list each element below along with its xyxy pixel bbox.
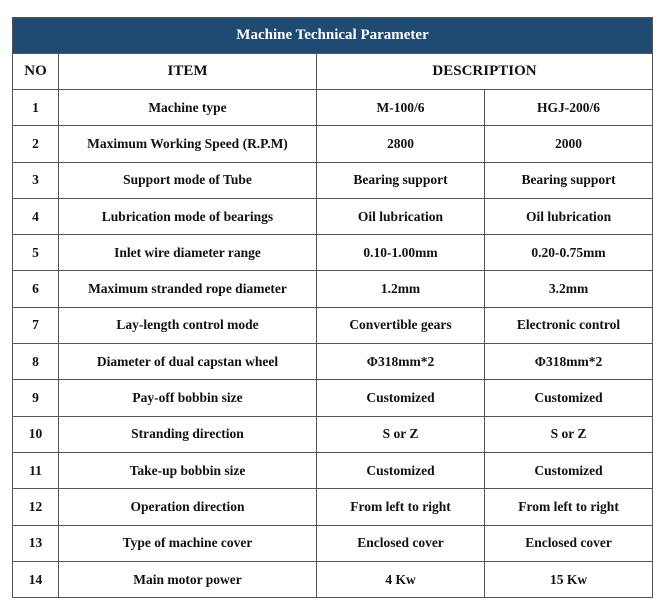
header-no: NO [13, 54, 59, 90]
row-m100-value-cell: Oil lubrication [317, 198, 485, 234]
row-item-cell: Pay-off bobbin size [59, 380, 317, 416]
row-m100-value-cell: Customized [317, 452, 485, 488]
row-number-cell: 14 [13, 561, 59, 597]
row-m100-value-cell: M-100/6 [317, 90, 485, 126]
row-item-cell: Lay-length control mode [59, 307, 317, 343]
row-item-cell: Take-up bobbin size [59, 452, 317, 488]
row-m100-value-cell: 2800 [317, 126, 485, 162]
row-number-cell: 10 [13, 416, 59, 452]
row-item-cell: Operation direction [59, 489, 317, 525]
row-m100-value-cell: Convertible gears [317, 307, 485, 343]
table-row [13, 126, 653, 162]
row-m100-value-cell: 0.10-1.00mm [317, 235, 485, 271]
row-number-cell: 12 [13, 489, 59, 525]
row-hgj200-value-cell: 0.20-0.75mm [485, 235, 653, 271]
row-hgj200-value-cell: Customized [485, 380, 653, 416]
table-row [13, 561, 653, 597]
row-number-cell: 3 [13, 162, 59, 198]
row-item-cell: Main motor power [59, 561, 317, 597]
row-number-cell: 7 [13, 307, 59, 343]
parameter-table-container [12, 17, 652, 598]
row-hgj200-value-cell: Bearing support [485, 162, 653, 198]
row-number-cell: 5 [13, 235, 59, 271]
row-hgj200-value-cell: S or Z [485, 416, 653, 452]
table-row [13, 525, 653, 561]
row-number-cell: 2 [13, 126, 59, 162]
row-item-cell: Inlet wire diameter range [59, 235, 317, 271]
table-row [13, 380, 653, 416]
row-m100-value-cell: Enclosed cover [317, 525, 485, 561]
table-row [13, 489, 653, 525]
row-hgj200-value-cell: Φ318mm*2 [485, 344, 653, 380]
row-number-cell: 8 [13, 344, 59, 380]
table-row [13, 452, 653, 488]
row-number-cell: 6 [13, 271, 59, 307]
row-hgj200-value-cell: Customized [485, 452, 653, 488]
table-row [13, 344, 653, 380]
row-number-cell: 9 [13, 380, 59, 416]
table-body [13, 90, 653, 598]
row-hgj200-value-cell: 3.2mm [485, 271, 653, 307]
row-hgj200-value-cell: Electronic control [485, 307, 653, 343]
row-hgj200-value-cell: HGJ-200/6 [485, 90, 653, 126]
row-m100-value-cell: Φ318mm*2 [317, 344, 485, 380]
row-m100-value-cell: 1.2mm [317, 271, 485, 307]
row-m100-value-cell: 4 Kw [317, 561, 485, 597]
row-number-cell: 4 [13, 198, 59, 234]
row-m100-value-cell: S or Z [317, 416, 485, 452]
row-item-cell: Support mode of Tube [59, 162, 317, 198]
header-description: DESCRIPTION [317, 54, 653, 90]
row-hgj200-value-cell: Oil lubrication [485, 198, 653, 234]
row-item-cell: Lubrication mode of bearings [59, 198, 317, 234]
row-item-cell: Type of machine cover [59, 525, 317, 561]
row-hgj200-value-cell: 2000 [485, 126, 653, 162]
row-item-cell: Machine type [59, 90, 317, 126]
table-title: Machine Technical Parameter [13, 18, 653, 54]
table-row [13, 198, 653, 234]
parameter-table [12, 17, 653, 598]
row-number-cell: 13 [13, 525, 59, 561]
row-item-cell: Diameter of dual capstan wheel [59, 344, 317, 380]
table-row [13, 162, 653, 198]
row-hgj200-value-cell: Enclosed cover [485, 525, 653, 561]
row-number-cell: 11 [13, 452, 59, 488]
table-row [13, 416, 653, 452]
row-number-cell: 1 [13, 90, 59, 126]
header-item: ITEM [59, 54, 317, 90]
table-title-row [13, 18, 653, 54]
row-item-cell: Maximum stranded rope diameter [59, 271, 317, 307]
table-header-row [13, 54, 653, 90]
row-hgj200-value-cell: From left to right [485, 489, 653, 525]
table-row [13, 235, 653, 271]
row-m100-value-cell: From left to right [317, 489, 485, 525]
row-item-cell: Stranding direction [59, 416, 317, 452]
table-row [13, 271, 653, 307]
row-m100-value-cell: Bearing support [317, 162, 485, 198]
table-row [13, 307, 653, 343]
table-row [13, 90, 653, 126]
row-item-cell: Maximum Working Speed (R.P.M) [59, 126, 317, 162]
row-hgj200-value-cell: 15 Kw [485, 561, 653, 597]
row-m100-value-cell: Customized [317, 380, 485, 416]
